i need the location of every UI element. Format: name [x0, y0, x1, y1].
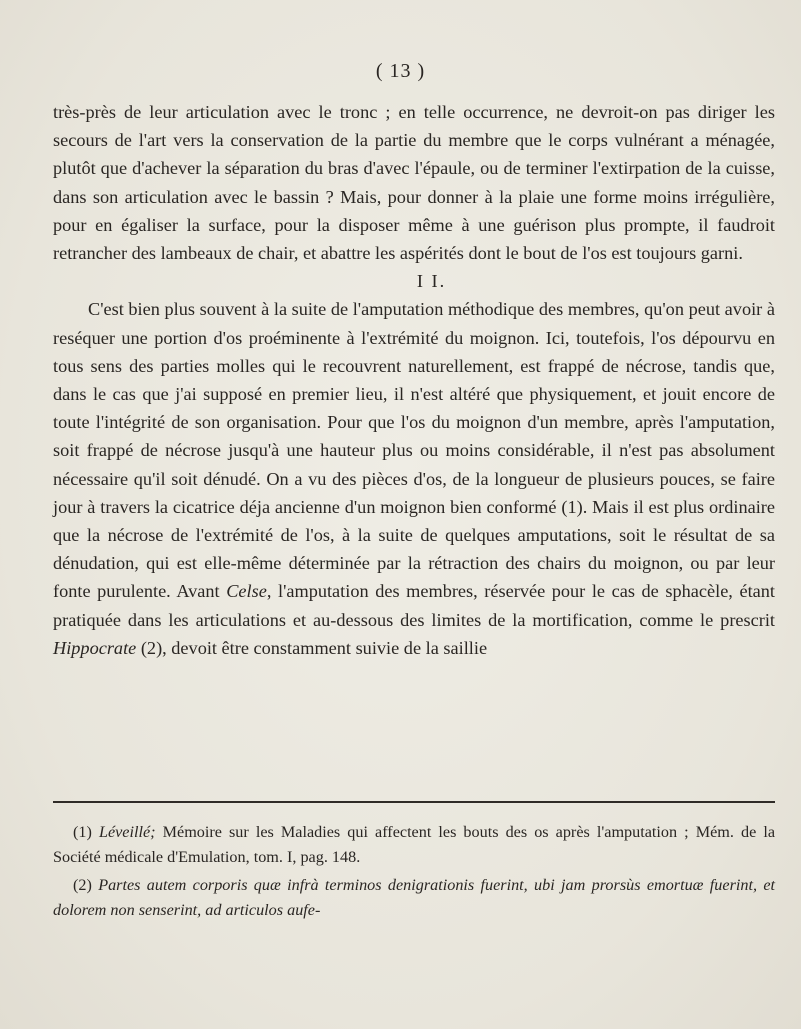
section-heading: I I.	[416, 271, 447, 292]
footnote-2	[53, 873, 775, 922]
paragraph-2	[53, 295, 775, 662]
paragraph-2-start: C'est bien plus souvent à la suite de l'amputation méthodique des membres, qu'on peut avoir à reséquer une portion d'os proéminente à l'extrémité du moignon. Ici, toutefois, l'os dépourvu en tous sens des parties molles qui le recouvrent naturellement, est frappé de nécrose, tandis que, dans le cas que j'ai supposé en premier lieu, il n'est altéré que physiquement, et jouit encore de toute l'intégrité de son organisation. Pour que l'os du moignon d'un membre, après l'amputation, soit frappé de nécrose jusqu'à une hauteur plus ou moins considérable, il n'est pas absolument nécessaire qu'il soit dénudé. On a vu des pièces d'os, de la longueur de plusieurs pouces, se faire jour à travers la cicatrice déja ancienne d'un moignon bien conformé (1). Mais il est plus ordinaire que la nécrose de l'extrémité de l'os, à la suite de quelques amputations, soit le résultat de sa dénudation, qui est elle-même déterminée par la rétraction des chairs du moignon, ou par leur fonte purulente. Avant	[53, 299, 775, 602]
footnote-1	[53, 820, 775, 869]
footnote-divider	[53, 801, 775, 803]
footnote-1-marker: (1)	[73, 823, 99, 841]
page-number: ( 13 )	[375, 60, 426, 82]
footnote-1-text: Mémoire sur les Maladies qui affectent les bouts des os après l'amputation ; Mém. de la Société médicale d'Emulation, tom. I, pag. 148.	[53, 823, 775, 866]
footnote-2-text: Partes autem corporis quæ infrà terminos denigrationis fuerint, ubi jam prorsùs emortuæ fuerint, et dolorem non senserint, ad articulos aufe-	[53, 876, 775, 919]
footnote-1-author: Léveillé;	[98, 823, 156, 841]
name-hippocrate: Hippocrate	[53, 637, 137, 658]
footnotes	[53, 820, 775, 922]
paragraph-1: très-près de leur articulation avec le tronc ; en telle occurrence, ne devroit-on pas diriger les secours de l'art vers la conservation de la partie du membre que le corps vulnérant a ménagée, plutôt que d'achever la séparation du bras d'avec l'épaule, ou de terminer l'extirpation de la cuisse, dans son articulation avec le bassin ? Mais, pour donner à la plaie une forme moins irrégulière, pour en égaliser la surface, pour la disposer même à une guérison plus prompte, il faudroit retrancher des lambeaux de chair, et abattre les aspérités dont le bout de l'os est toujours garni.	[53, 102, 775, 264]
paragraph-2-middle: , l'amputation des membres, réservée pour le cas de sphacèle, étant pratiquée dans les articulations et au-dessous des limites de la mortification, comme le prescrit	[53, 581, 775, 630]
main-text	[53, 98, 775, 662]
paragraph-2-end: (2), devoit être constamment suivie de la saillie	[136, 637, 488, 658]
footnote-2-marker: (2)	[73, 876, 99, 894]
name-celse: Celse	[226, 581, 267, 602]
